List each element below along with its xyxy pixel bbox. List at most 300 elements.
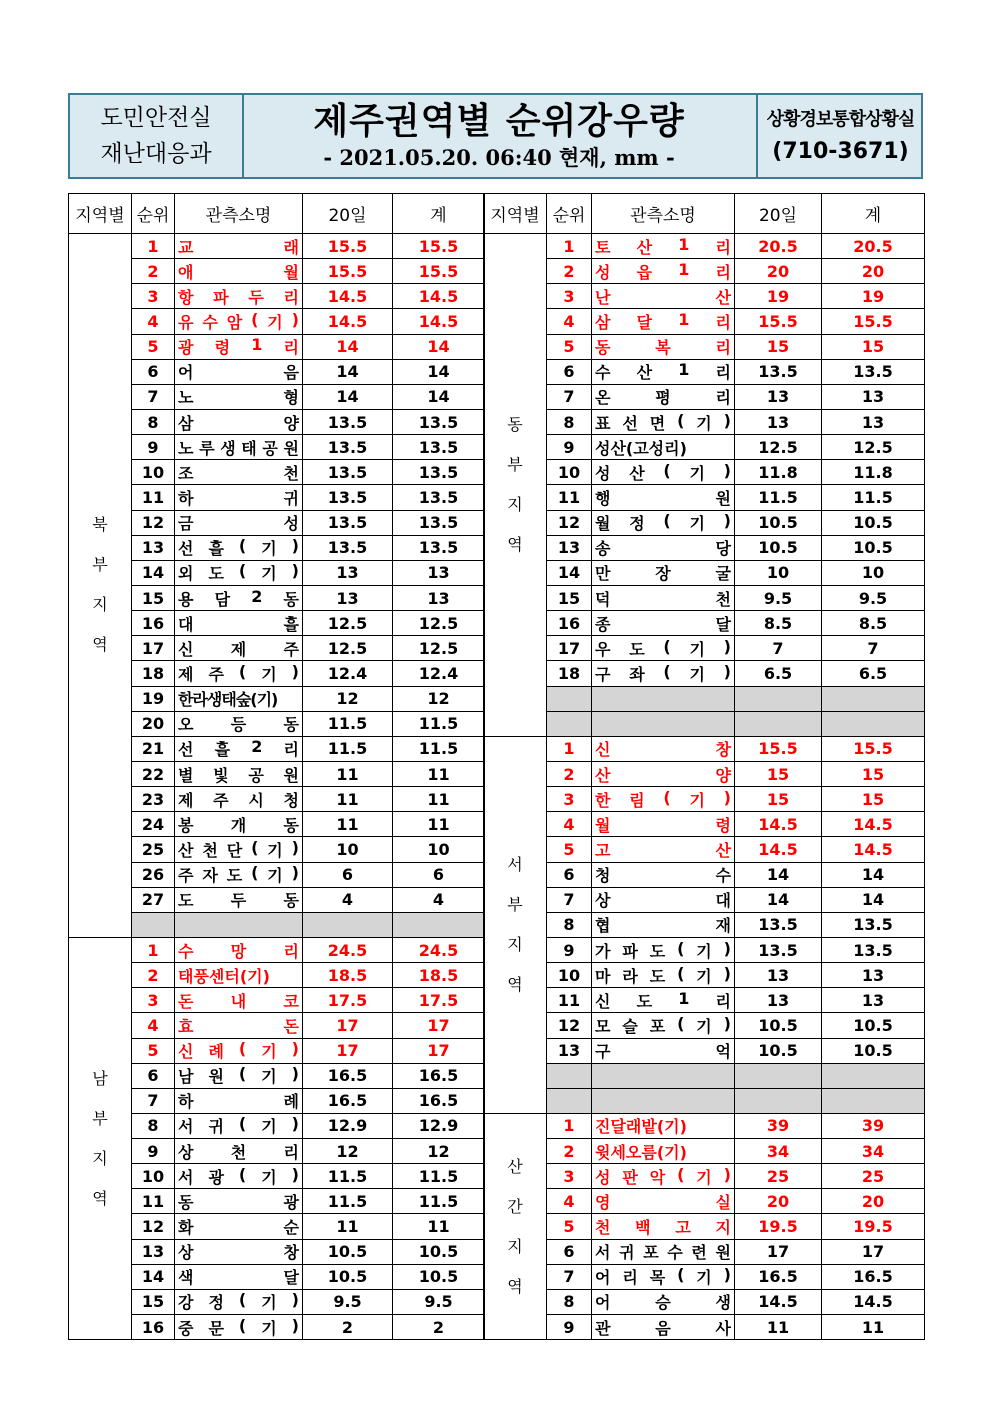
region-label-char: 역 (92, 635, 108, 655)
station-cell (592, 1239, 735, 1264)
station-char: 음 (655, 1318, 671, 1338)
station-char: 흘 (208, 539, 224, 559)
total-rainfall-cell: 14 (822, 887, 925, 912)
station-char: 리 (622, 1268, 638, 1288)
station-name (175, 1316, 302, 1339)
table-row (484, 661, 925, 686)
total-rainfall-cell: 13.5 (393, 460, 485, 485)
station-char: ( (677, 1164, 685, 1184)
rank-cell: 8 (132, 409, 175, 434)
station-name (592, 235, 734, 258)
station-char: 령 (214, 338, 231, 358)
station-char: ) (291, 1315, 299, 1335)
station-cell (592, 636, 735, 661)
station-char: 귀 (619, 1243, 635, 1263)
table-row (69, 460, 485, 485)
station-char: 기 (261, 664, 277, 684)
day-rainfall-cell: 11.5 (303, 1164, 393, 1189)
station-char: 성 (595, 463, 611, 483)
station-char: 원 (208, 1067, 224, 1087)
station-char: 음 (283, 363, 299, 383)
table-row (69, 560, 485, 585)
station-char: 행 (595, 488, 611, 508)
station-char: 삼 (178, 413, 194, 433)
station-char: ( (677, 1013, 685, 1033)
rank-cell: 3 (547, 1164, 592, 1189)
station-char: 협 (595, 916, 611, 936)
station-cell (592, 1038, 735, 1063)
station-char: ) (291, 1039, 299, 1059)
station-name: 성산(고성리) (595, 438, 687, 458)
total-rainfall-cell: 20.5 (822, 234, 925, 259)
rank-cell: 10 (132, 1164, 175, 1189)
station-char: 원 (715, 488, 731, 508)
day-rainfall-cell: 11.5 (735, 485, 822, 510)
station-char: 래 (283, 237, 299, 257)
station-char: 성 (283, 514, 299, 534)
total-rainfall-cell: 15.5 (822, 736, 925, 761)
station-char: ( (238, 1114, 247, 1134)
day-rainfall-cell: 12.5 (303, 611, 393, 636)
table-row (69, 535, 485, 560)
col-header-station: 관측소명 (175, 194, 303, 234)
station-char: 달 (283, 1268, 299, 1288)
station-char: 리 (715, 262, 731, 282)
day-rainfall-cell: 17 (735, 1239, 822, 1264)
station-char: 하 (178, 488, 194, 508)
station-cell (592, 334, 735, 359)
total-rainfall-cell: 9.5 (822, 585, 925, 610)
station-cell (592, 812, 735, 837)
table-row (69, 485, 485, 510)
station-name (175, 939, 302, 962)
station-char: ) (723, 661, 731, 681)
rank-cell: 15 (132, 585, 175, 610)
day-rainfall-cell: 15.5 (303, 259, 393, 284)
day-rainfall-cell: 20 (735, 1189, 822, 1214)
day-rainfall-cell: 12.9 (303, 1113, 393, 1138)
table-row (484, 435, 925, 460)
region-label (484, 1113, 547, 1339)
station-char: 기 (689, 664, 705, 684)
station-char: 기 (689, 463, 705, 483)
station-char: 가 (595, 941, 611, 961)
total-rainfall-cell: 16.5 (393, 1088, 485, 1113)
station-char: 월 (595, 514, 611, 534)
table-row (484, 636, 925, 661)
station-char: 개 (230, 815, 247, 835)
station-char: 빛 (213, 765, 229, 785)
station-char: ( (238, 536, 247, 556)
office-name: 상황경보통합상황실 (766, 109, 915, 130)
station-char: 돈 (283, 1016, 299, 1036)
day-rainfall-cell: 13.5 (735, 937, 822, 962)
report-title: 제주권역별 순위강우량 (313, 101, 685, 142)
station-char: 주 (213, 790, 229, 810)
total-rainfall-cell: 10.5 (822, 535, 925, 560)
empty-cell (175, 912, 303, 937)
rank-cell: 5 (547, 837, 592, 862)
table-row (69, 259, 485, 284)
station-char: 목 (649, 1268, 666, 1288)
station-char: 억 (715, 1042, 731, 1062)
day-rainfall-cell: 13.5 (735, 359, 822, 384)
day-rainfall-cell: 10.5 (735, 1038, 822, 1063)
station-name (592, 1290, 734, 1313)
station-cell (175, 259, 303, 284)
empty-cell (592, 686, 735, 711)
table-row (69, 384, 485, 409)
day-rainfall-cell: 10.5 (303, 1239, 393, 1264)
total-rainfall-cell: 15 (822, 761, 925, 786)
day-rainfall-cell: 15.5 (735, 309, 822, 334)
total-rainfall-cell: 15 (822, 334, 925, 359)
table-row (69, 359, 485, 384)
table-row (484, 812, 925, 837)
region-label-char: 지 (507, 494, 523, 514)
total-rainfall-cell: 13.5 (822, 937, 925, 962)
station-cell (175, 535, 303, 560)
station-cell (175, 309, 303, 334)
station-name (175, 1215, 302, 1238)
table-row (484, 988, 925, 1013)
station-name (592, 335, 734, 358)
station-char: 청 (595, 866, 611, 886)
region-label-char: 부 (92, 1108, 108, 1128)
station-name (175, 989, 302, 1012)
rank-cell: 4 (132, 1013, 175, 1038)
station-name (592, 939, 734, 962)
station-cell (592, 435, 735, 460)
station-char: 어 (595, 1268, 611, 1288)
day-rainfall-cell: 10.5 (735, 1013, 822, 1038)
station-char: 단 (226, 840, 243, 860)
station-char: 좌 (629, 664, 645, 684)
station-name (592, 486, 734, 509)
station-char: 달 (636, 312, 653, 332)
station-char: 리 (283, 941, 299, 961)
station-char: 두 (248, 287, 264, 307)
table-row (69, 334, 485, 359)
rank-cell: 17 (547, 636, 592, 661)
rank-cell: 5 (547, 1214, 592, 1239)
table-row (484, 259, 925, 284)
day-rainfall-cell: 14 (303, 359, 393, 384)
day-rainfall-cell: 10.5 (735, 510, 822, 535)
rank-cell: 10 (547, 460, 592, 485)
station-char: 라 (622, 966, 638, 986)
total-rainfall-cell: 12.4 (393, 661, 485, 686)
station-char: 원 (283, 438, 299, 458)
station-char: 기 (261, 1067, 277, 1087)
station-name (175, 813, 302, 836)
station-char: 고 (595, 840, 611, 860)
region-label (69, 937, 132, 1339)
total-rainfall-cell: 17.5 (393, 988, 485, 1013)
table-row (69, 1088, 485, 1113)
station-char: 시 (248, 790, 264, 810)
day-rainfall-cell: 13.5 (303, 435, 393, 460)
table-row (69, 937, 485, 962)
station-char: 삼 (595, 312, 611, 332)
station-cell (175, 1239, 303, 1264)
total-rainfall-cell: 11 (393, 812, 485, 837)
station-cell (175, 1189, 303, 1214)
station-name (592, 788, 734, 811)
rank-cell: 18 (132, 661, 175, 686)
station-char: 조 (178, 463, 194, 483)
rank-cell: 6 (547, 359, 592, 384)
station-char: 흘 (283, 614, 299, 634)
total-rainfall-cell: 11 (393, 761, 485, 786)
station-name (592, 1165, 734, 1188)
rank-cell: 7 (132, 384, 175, 409)
table-row (484, 510, 925, 535)
empty-cell (592, 1063, 735, 1088)
rank-cell: 13 (132, 1239, 175, 1264)
station-char: 악 (649, 1167, 666, 1187)
region-label-char: 서 (507, 854, 523, 874)
station-name (175, 1240, 302, 1263)
station-cell (592, 1214, 735, 1239)
total-rainfall-cell: 13.5 (393, 535, 485, 560)
station-char: 당 (715, 539, 731, 559)
total-rainfall-cell: 14.5 (393, 284, 485, 309)
rank-cell: 11 (547, 485, 592, 510)
region-label (484, 234, 547, 737)
station-cell (175, 334, 303, 359)
day-rainfall-cell: 10 (735, 560, 822, 585)
station-name (592, 260, 734, 283)
rank-cell: 4 (547, 309, 592, 334)
report-header (68, 93, 923, 179)
station-name (175, 1014, 302, 1037)
station-cell (592, 284, 735, 309)
day-rainfall-cell: 11 (735, 1315, 822, 1340)
station-cell (592, 1264, 735, 1289)
station-name (175, 888, 302, 911)
table-row (69, 761, 485, 786)
station-name (175, 235, 302, 258)
station-char: 서 (178, 1167, 194, 1187)
total-rainfall-cell: 14.5 (393, 309, 485, 334)
table-row (69, 1038, 485, 1063)
rank-cell: 23 (132, 787, 175, 812)
station-char: 상 (595, 891, 611, 911)
region-label-char: 산 (507, 1156, 523, 1176)
station-char: 노 (178, 388, 194, 408)
region-label-char: 지 (92, 1148, 108, 1168)
station-char: ) (723, 511, 731, 531)
station-cell (175, 1113, 303, 1138)
col-header-region: 지역별 (484, 194, 547, 234)
station-cell (175, 1264, 303, 1289)
rank-cell: 12 (547, 1013, 592, 1038)
station-char: 1 (251, 335, 263, 355)
department-box (70, 95, 244, 177)
rank-cell: 16 (132, 1315, 175, 1340)
table-row (69, 1239, 485, 1264)
table-row (69, 1063, 485, 1088)
station-name (592, 737, 734, 760)
station-char: 기 (261, 539, 277, 559)
station-cell (592, 787, 735, 812)
station-char: 신 (595, 991, 611, 1011)
station-name (175, 587, 302, 610)
table-row (484, 887, 925, 912)
rank-cell: 7 (547, 887, 592, 912)
station-char: 리 (715, 338, 731, 358)
table-row (69, 988, 485, 1013)
station-char: ( (677, 938, 685, 958)
station-char: 창 (283, 1243, 299, 1263)
station-char: 우 (595, 639, 611, 659)
empty-cell (822, 1088, 925, 1113)
rank-cell: 16 (547, 611, 592, 636)
total-rainfall-cell: 14.5 (822, 1289, 925, 1314)
station-char: 담 (214, 589, 231, 609)
total-rainfall-cell: 12.5 (822, 435, 925, 460)
rank-cell: 9 (547, 1315, 592, 1340)
station-name (592, 536, 734, 559)
station-char: 금 (178, 514, 194, 534)
station-char: 리 (715, 363, 731, 383)
total-rainfall-cell: 20 (822, 259, 925, 284)
day-rainfall-cell: 13 (303, 560, 393, 585)
rank-cell: 6 (132, 359, 175, 384)
station-cell (592, 560, 735, 585)
station-char: 1 (678, 259, 690, 279)
table-row (69, 636, 485, 661)
station-cell (592, 1139, 735, 1164)
rank-cell: 21 (132, 736, 175, 761)
rank-cell: 2 (132, 963, 175, 988)
day-rainfall-cell: 25 (735, 1164, 822, 1189)
station-name (592, 1014, 734, 1037)
department-line-1: 도민안전실 (100, 105, 212, 131)
station-char: 강 (178, 1293, 194, 1313)
station-name (592, 1240, 734, 1263)
station-name: 태풍센터(기) (178, 966, 270, 986)
station-cell (592, 234, 735, 259)
col-header-total: 계 (822, 194, 925, 234)
station-cell (175, 837, 303, 862)
empty-row (69, 912, 485, 937)
station-char: 련 (691, 1243, 707, 1263)
station-char: 기 (261, 1318, 277, 1338)
station-char: ( (251, 309, 259, 329)
rank-cell: 9 (132, 1139, 175, 1164)
station-char: 수 (595, 363, 611, 383)
station-char: 화 (178, 1218, 194, 1238)
total-rainfall-cell: 15 (822, 787, 925, 812)
table-row (69, 862, 485, 887)
station-char: 별 (178, 765, 194, 785)
station-char: 천 (715, 589, 731, 609)
rank-cell: 15 (547, 585, 592, 610)
station-char: 면 (649, 413, 666, 433)
station-char: 파 (622, 941, 638, 961)
table-row (69, 711, 485, 736)
station-cell (175, 1214, 303, 1239)
station-char: 정 (208, 1293, 224, 1313)
total-rainfall-cell: 13.5 (822, 912, 925, 937)
station-char: 망 (230, 941, 247, 961)
station-char: 교 (178, 237, 194, 257)
total-rainfall-cell: 13 (393, 560, 485, 585)
table-row (69, 1315, 485, 1340)
station-name (175, 737, 302, 760)
station-cell (592, 937, 735, 962)
table-row (484, 912, 925, 937)
total-rainfall-cell: 10.5 (822, 510, 925, 535)
table-row (69, 887, 485, 912)
day-rainfall-cell: 11 (303, 761, 393, 786)
table-row (69, 1214, 485, 1239)
station-char: 령 (715, 815, 731, 835)
station-char: 동 (283, 589, 299, 609)
table-row (69, 1264, 485, 1289)
station-char: ( (238, 1039, 247, 1059)
station-char: ( (663, 636, 671, 656)
region-label-char: 역 (507, 1276, 523, 1296)
day-rainfall-cell: 13.5 (303, 510, 393, 535)
station-char: 읍 (636, 262, 653, 282)
station-name: 윗세오름(기) (595, 1142, 687, 1162)
station-char: 기 (261, 564, 277, 584)
station-char: ) (723, 1265, 731, 1285)
station-char: ) (291, 863, 299, 883)
rank-cell: 10 (547, 963, 592, 988)
table-row (484, 937, 925, 962)
total-rainfall-cell: 7 (822, 636, 925, 661)
station-char: 리 (715, 237, 731, 257)
station-char: 광 (208, 1167, 224, 1187)
total-rainfall-cell: 15.5 (393, 234, 485, 259)
station-char: 형 (283, 388, 299, 408)
station-name (175, 1265, 302, 1288)
total-rainfall-cell: 18.5 (393, 963, 485, 988)
empty-row (484, 1063, 925, 1088)
empty-cell (132, 912, 175, 937)
station-char: 리 (283, 287, 299, 307)
station-char: 백 (635, 1218, 651, 1238)
station-char: 선 (622, 413, 638, 433)
rank-cell: 25 (132, 837, 175, 862)
rank-cell: 2 (547, 761, 592, 786)
station-char: ( (238, 1164, 247, 1184)
station-name (592, 461, 734, 484)
station-cell (175, 560, 303, 585)
station-char: 고 (675, 1218, 691, 1238)
station-char: 효 (178, 1016, 194, 1036)
day-rainfall-cell: 13.5 (735, 912, 822, 937)
day-rainfall-cell: 14.5 (735, 837, 822, 862)
empty-cell (393, 912, 485, 937)
right-rainfall-table (483, 193, 925, 1340)
day-rainfall-cell: 34 (735, 1139, 822, 1164)
station-char: 태 (241, 438, 257, 458)
station-name (175, 335, 302, 358)
station-char: 문 (208, 1318, 224, 1338)
total-rainfall-cell: 12 (393, 686, 485, 711)
station-name (592, 863, 734, 886)
station-cell (175, 1063, 303, 1088)
station-char: 성 (595, 1167, 611, 1187)
station-name (592, 1215, 734, 1238)
day-rainfall-cell: 13 (735, 409, 822, 434)
day-rainfall-cell: 12.4 (303, 661, 393, 686)
